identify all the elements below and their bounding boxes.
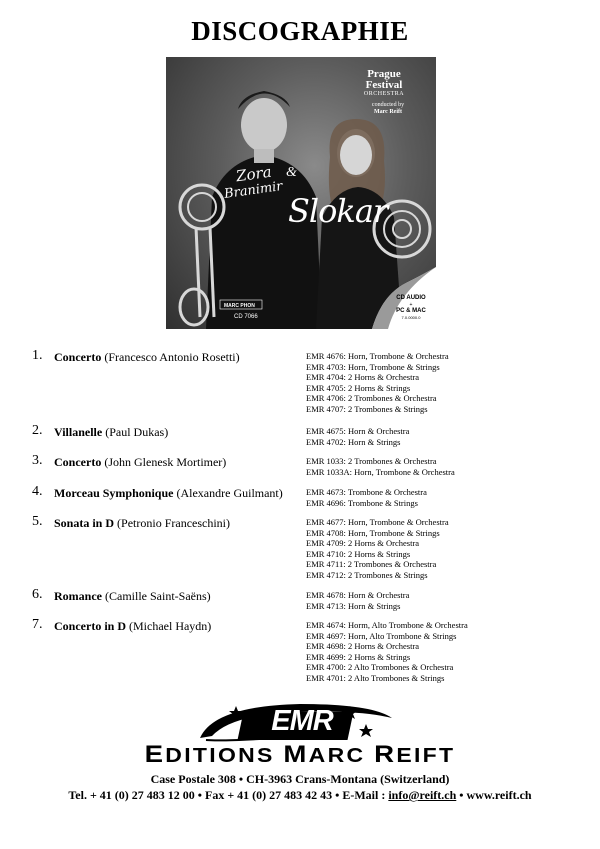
address-line: Case Postale 308 • CH-3963 Crans-Montana (Switzerland) [150,772,450,786]
entry-composer: (Camille Saint-Saëns) [105,589,211,603]
entry-composer: (Petronio Franceschini) [117,516,230,530]
cover-label: MARC PHON [224,303,255,309]
entry-title [54,619,211,634]
edition-item: EMR 4706: 2 Trombones & Orchestra [306,393,437,404]
edition-list [306,426,409,447]
cover-cd-code: 7.0.0000.0 [401,315,421,320]
cd-cover [166,57,436,329]
edition-item: EMR 4673: Trombone & Orchestra [306,487,427,497]
entry-composer: (Paul Dukas) [105,425,169,439]
entry-composer: (Francesco Antonio Rosetti) [104,350,240,364]
emr-logo-text: EMR [271,705,333,737]
cover-conducted-by: conducted by [371,102,405,108]
entry-composer: (Alexandre Guilmant) [176,486,283,500]
entry-number: 3. [32,453,43,468]
entry-title [54,350,240,365]
entry-work: Concerto [54,455,102,469]
edition-item: EMR 4703: Horn, Trombone & Strings [306,361,440,372]
entry-work: Villanelle [54,425,103,439]
cover-orchestra-line2: Festival [365,79,403,91]
entry-number: 2. [32,423,43,438]
edition-item: EMR 4674: Horm, Alto Trombone & Orchestra [306,620,468,630]
edition-item: EMR 1033: 2 Trombones & Orchestra [306,456,437,466]
entry-title [54,486,283,501]
man-face [241,98,287,152]
logo-wordmark: EDITIONS MARC REIFT [144,741,456,768]
cover-orchestra-line1: Prague [367,68,401,80]
entry-title [54,589,211,604]
edition-list [306,590,409,611]
edition-item: EMR 4702: Horn & Strings [306,436,401,447]
edition-list [306,517,449,581]
cover-artist-second: Branimir [223,178,284,203]
edition-item: EMR 4700: 2 Alto Trombones & Orchestra [306,662,454,673]
edition-item: EMR 4698: 2 Horns & Orchestra [306,641,420,652]
edition-list [306,456,455,477]
edition-item: EMR 4699: 2 Horns & Strings [306,651,411,662]
email-link[interactable]: info@reift.ch [388,788,457,802]
edition-item: EMR 4704: 2 Horns & Orchestra [306,372,420,383]
edition-list [306,620,468,684]
entry-work: Concerto [54,350,102,364]
edition-item: EMR 4678: Horn & Orchestra [306,590,410,600]
entry-number: 1. [32,348,43,363]
entry-composer: (Michael Haydn) [129,619,212,633]
tel-fax: Tel. + 41 (0) 27 483 12 00 • Fax + 41 (0) 27 483 42 43 • E-Mail : [68,788,389,802]
entry-number: 7. [32,617,43,632]
edition-item: EMR 4707: 2 Trombones & Strings [306,403,428,414]
cover-artist-first: Zora [234,162,273,186]
entry-work: Morceau Symphonique [54,486,174,500]
website: • www.reift.ch [456,788,532,802]
edition-list [306,487,427,508]
edition-item: EMR 4711: 2 Trombones & Orchestra [306,559,437,570]
entry-number: 5. [32,514,43,529]
edition-item: EMR 4701: 2 Alto Trombones & Strings [306,672,445,683]
entry-work: Romance [54,589,102,603]
entry-work: Concerto in D [54,619,126,633]
edition-item: EMR 4676: Horn, Trombone & Orchestra [306,351,449,361]
edition-item: EMR 4708: Horn, Trombone & Strings [306,527,440,538]
edition-item: EMR 4709: 2 Horns & Orchestra [306,538,420,549]
edition-item: EMR 4696: Trombone & Strings [306,497,418,508]
cover-pc-mac: PC & MAC [396,308,426,314]
edition-item: EMR 4710: 2 Horns & Strings [306,548,411,559]
entry-title [54,425,168,440]
entry-number: 6. [32,587,43,602]
entry-work: Sonata in D [54,516,115,530]
cover-cd-audio: CD AUDIO [396,295,426,301]
edition-item: EMR 4712: 2 Trombones & Strings [306,569,428,580]
cover-artist-amp: & [286,165,297,180]
cover-artist-surname: Slokar [288,192,388,230]
entry-number: 4. [32,484,43,499]
edition-item: EMR 4705: 2 Horns & Strings [306,382,411,393]
edition-item: EMR 4677: Horn, Trombone & Orchestra [306,517,449,527]
entry-title [54,516,230,531]
contact-line [0,788,600,803]
cover-catalog: CD 7066 [234,314,258,320]
edition-item: EMR 4697: Horn, Alto Trombone & Strings [306,630,457,641]
edition-item: EMR 4675: Horn & Orchestra [306,426,410,436]
page-title: DISCOGRAPHIE [191,16,409,46]
entry-title [54,455,226,470]
cover-conductor: Marc Reift [373,109,403,115]
edition-list [306,351,449,415]
edition-item: EMR 1033A: Horn, Trombone & Orchestra [306,466,455,477]
entry-composer: (John Glenesk Mortimer) [104,455,227,469]
cover-cd-plus: + [409,302,413,308]
cover-orchestra-line3: ORCHESTRA [363,91,405,97]
edition-item: EMR 4713: Horn & Strings [306,600,401,611]
